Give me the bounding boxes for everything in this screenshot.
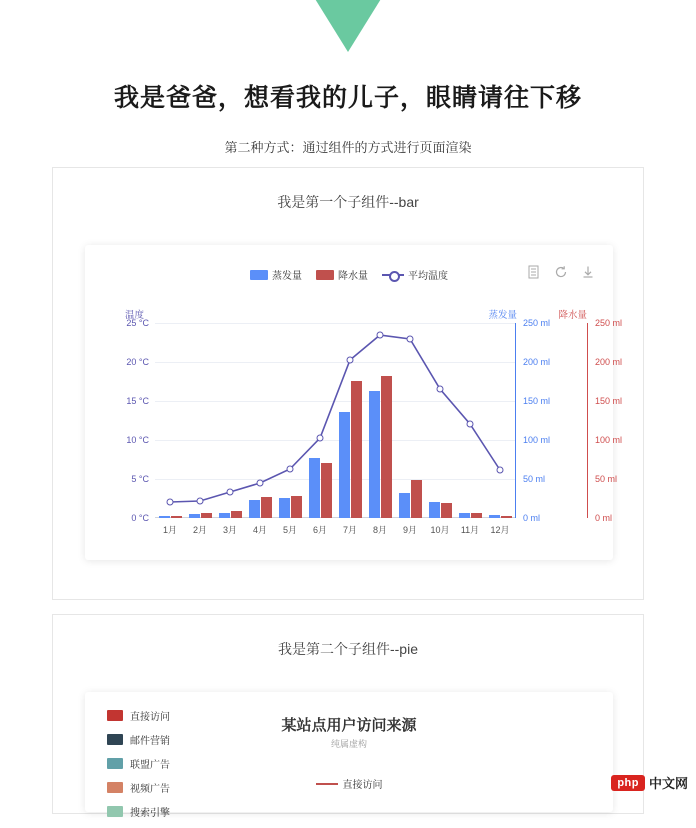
xlabel-6: 6月 [312,525,327,535]
xlabel-4: 4月 [252,525,267,535]
ytick-temp-25: 25 °C [126,318,149,328]
line-point-3[interactable] [227,489,234,496]
bar-prec-2[interactable] [201,513,212,518]
bar-prec-9[interactable] [411,480,422,518]
bar-evap-1[interactable] [159,516,170,518]
legend-swatch-evaporation [250,270,268,280]
pie-legend-label-affiliate: 联盟广告 [130,760,170,771]
watermark-text: 中文网 [648,776,688,791]
bar-evap-6[interactable] [309,458,320,518]
line-point-2[interactable] [197,498,204,505]
xlabel-5: 5月 [282,525,297,535]
bar-evap-9[interactable] [399,493,410,518]
ytick-evap-50: 50 ml [523,474,546,484]
download-icon[interactable] [581,265,595,279]
ytick-prec-50: 50 ml [595,474,618,484]
bar-chart-card [85,245,623,560]
page-title: 我是爸爸，想看我的儿子，眼睛请往下移 [113,84,582,112]
line-point-5[interactable] [287,466,294,473]
bar-prec-10[interactable] [441,503,452,518]
bar-evap-7[interactable] [339,412,350,518]
ytick-prec-250: 250 ml [595,318,623,328]
pie-chart-subtitle: 纯属虚构 [330,739,367,749]
ytick-evap-0: 0 ml [523,513,541,523]
xlabel-7: 7月 [342,525,357,535]
bar-evap-5[interactable] [279,498,290,518]
bar-evap-3[interactable] [219,513,230,518]
section-pie-title: 我是第二个子组件--pie [277,641,418,657]
data-view-icon[interactable] [527,265,541,279]
ytick-prec-200: 200 ml [595,357,623,367]
axis-name-evaporation: 蒸发量 [488,310,517,321]
section-pie [52,614,644,819]
line-point-9[interactable] [407,336,414,343]
xlabel-3: 3月 [222,525,237,535]
ytick-evap-150: 150 ml [523,396,551,406]
chart-toolbox [527,265,595,279]
pie-legend-label-video: 视频广告 [130,784,170,795]
bar-prec-1[interactable] [171,516,182,518]
xlabel-2: 2月 [192,525,207,535]
axis-name-temperature: 温度 [125,310,145,321]
bar-evap-12[interactable] [489,515,500,518]
bar-prec-4[interactable] [261,497,272,518]
xlabel-12: 12月 [490,525,510,535]
xlabel-1: 1月 [162,525,177,535]
legend-item-evaporation[interactable] [250,267,302,282]
xlabel-9: 9月 [402,525,417,535]
section-bar [52,167,644,600]
avg-temperature-line [155,323,515,518]
axis-name-precipitation: 降水量 [558,310,587,321]
pie-bottom-legend-label: 直接访问 [342,780,383,791]
xlabel-10: 10月 [430,525,450,535]
ytick-prec-150: 150 ml [595,396,623,406]
pie-bottom-legend[interactable] [85,776,613,791]
bar-chart-plot-area [126,318,623,535]
pie-legend-label-search: 搜索引擎 [130,808,170,819]
ytick-evap-200: 200 ml [523,357,551,367]
line-point-10[interactable] [437,386,444,393]
ytick-evap-250: 250 ml [523,318,551,328]
site-watermark [611,773,688,792]
ytick-temp-5: 5 °C [131,474,149,484]
section-bar-title: 我是第一个子组件--bar [277,194,419,210]
bar-evap-4[interactable] [249,500,260,518]
line-point-4[interactable] [257,480,264,487]
bar-prec-11[interactable] [471,513,482,518]
line-point-8[interactable] [377,332,384,339]
pie-chart-card [85,692,613,819]
page-subtitle: 第二种方式：通过组件的方式进行页面渲染 [224,140,472,155]
pie-legend-label-direct: 直接访问 [130,712,170,723]
ytick-prec-100: 100 ml [595,435,623,445]
watermark-badge: php [611,775,645,791]
line-point-11[interactable] [467,421,474,428]
bar-prec-6[interactable] [321,463,332,518]
ytick-temp-20: 20 °C [126,357,149,367]
refresh-icon[interactable] [554,265,568,279]
ytick-temp-0: 0 °C [131,513,149,523]
ytick-temp-15: 15 °C [126,396,149,406]
legend-label-evaporation: 蒸发量 [272,271,302,282]
axis-evaporation [515,323,516,518]
pie-chart-title: 某站点用户访问来源 [281,717,417,734]
ytick-prec-0: 0 ml [595,513,613,523]
green-triangle-icon [312,0,384,52]
legend-item-precipitation[interactable] [316,267,368,282]
bar-prec-5[interactable] [291,496,302,518]
xlabel-8: 8月 [372,525,387,535]
pie-bottom-legend-line-icon [316,783,338,785]
bar-evap-11[interactable] [459,513,470,518]
line-point-6[interactable] [317,435,324,442]
legend-label-avg-temperature: 平均温度 [408,271,448,282]
pie-legend-swatch-search [107,806,123,817]
pie-legend-swatch-affiliate [107,758,123,769]
legend-swatch-avg-temperature [382,270,404,280]
bar-prec-8[interactable] [381,376,392,518]
axis-precipitation [587,323,588,518]
pie-legend-item-affiliate[interactable] [107,756,170,771]
xlabel-11: 11月 [460,525,480,535]
bar-evap-10[interactable] [429,502,440,518]
legend-item-avg-temperature[interactable] [382,267,448,282]
bar-prec-12[interactable] [501,516,512,518]
pie-legend-label-email: 邮件营销 [130,736,170,747]
bar-prec-3[interactable] [231,511,242,518]
ytick-evap-100: 100 ml [523,435,551,445]
bar-prec-7[interactable] [351,381,362,518]
bar-evap-8[interactable] [369,391,380,518]
legend-label-precipitation: 降水量 [338,271,368,282]
legend-swatch-precipitation [316,270,334,280]
pie-legend-item-search[interactable] [107,804,170,819]
line-point-12[interactable] [497,467,504,474]
line-point-7[interactable] [347,357,354,364]
line-point-1[interactable] [167,499,174,506]
bar-evap-2[interactable] [189,514,200,518]
ytick-temp-10: 10 °C [126,435,149,445]
